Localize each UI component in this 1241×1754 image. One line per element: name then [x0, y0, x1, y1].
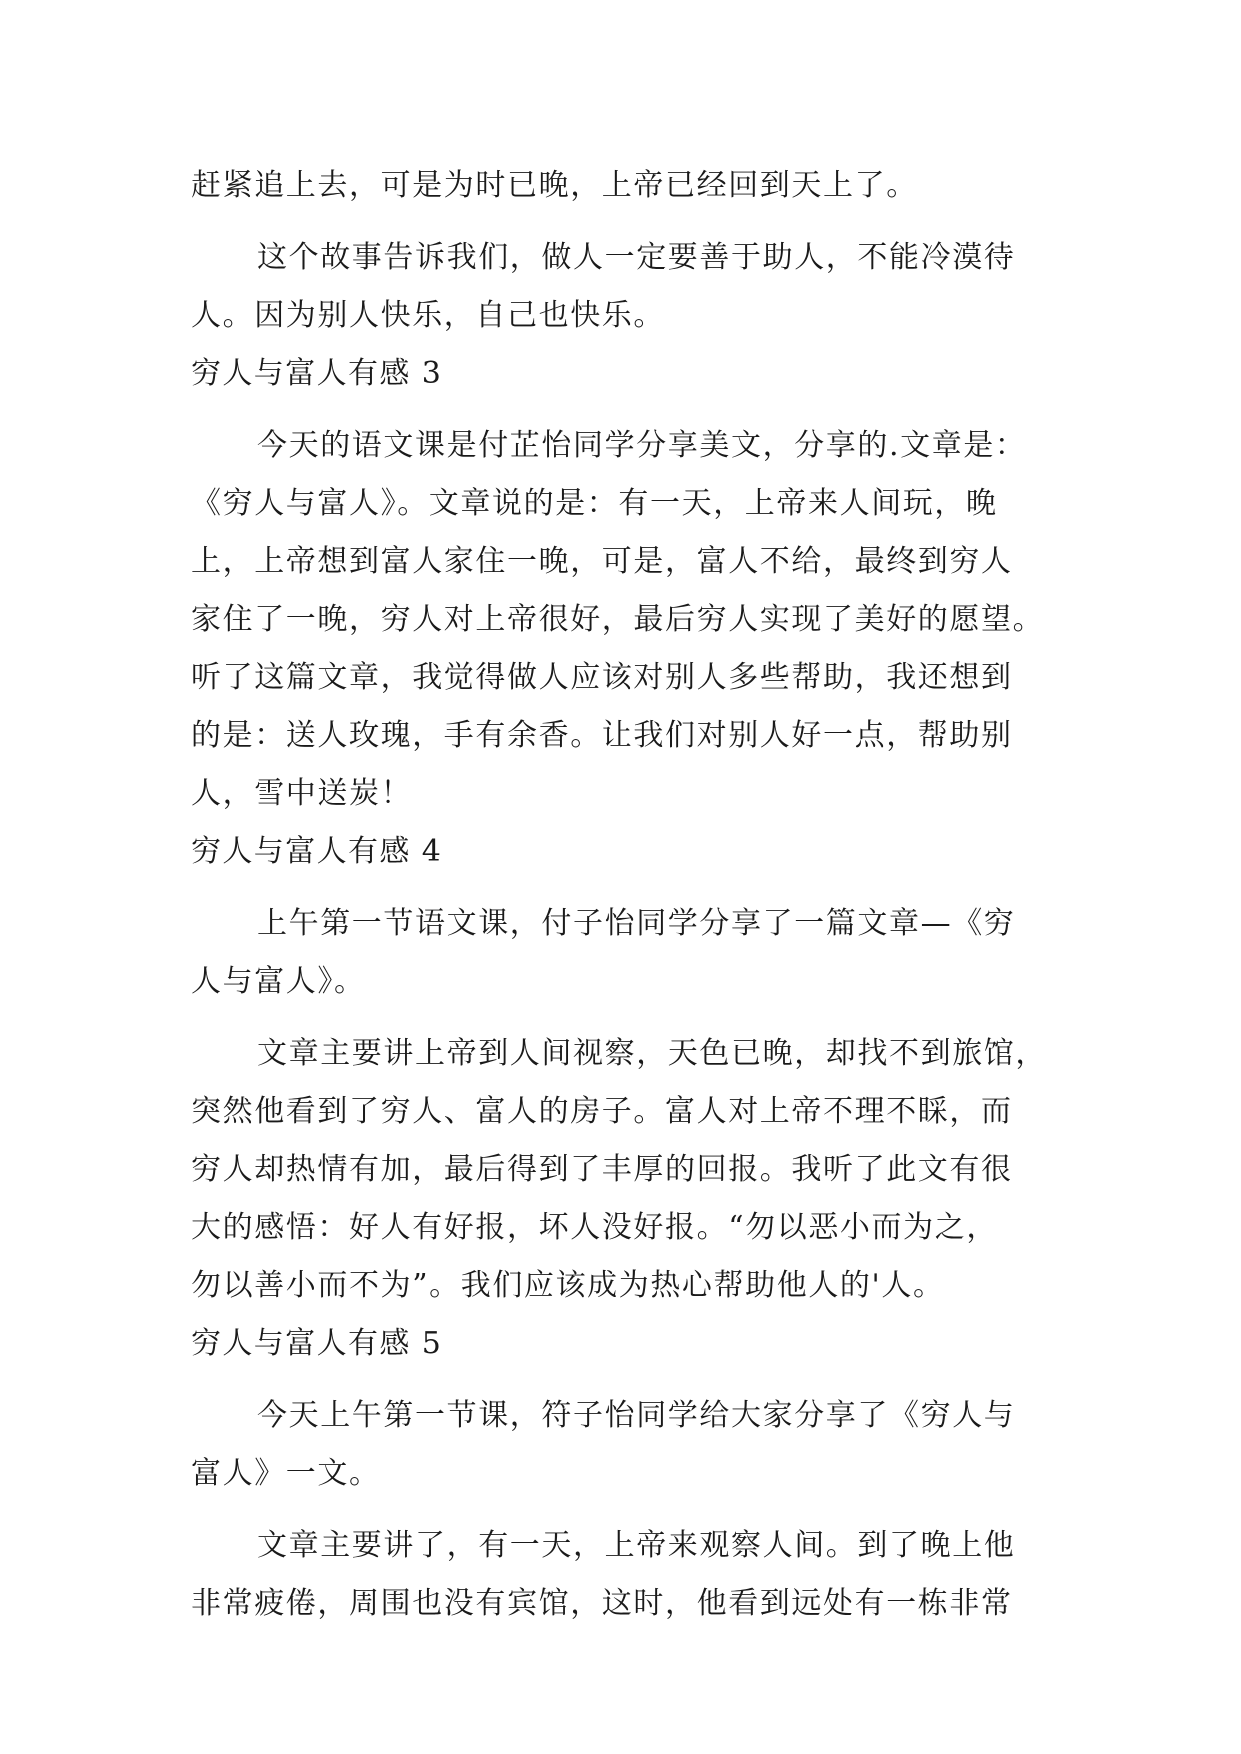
- paragraph-line: 家住了一晚，穷人对上帝很好，最后穷人实现了美好的愿望。: [191, 602, 1045, 637]
- section-heading: 穷人与富人有感 5: [191, 1326, 443, 1361]
- paragraph-line: 非常疲倦，周围也没有宾馆，这时，他看到远处有一栋非常: [191, 1586, 1013, 1621]
- paragraph-line: 今天的语文课是付芷怡同学分享美文，分享的.文章是：: [257, 428, 1027, 463]
- document-body: [191, 157, 1071, 1633]
- paragraph-line: 大的感悟：好人有好报，坏人没好报。“勿以恶小而为之，: [191, 1210, 998, 1245]
- paragraph-line: 上午第一节语文课，付子怡同学分享了一篇文章—《穷: [257, 906, 1016, 941]
- paragraph-line: 今天上午第一节课，符子怡同学给大家分享了《穷人与: [257, 1398, 1016, 1433]
- paragraph-line: 勿以善小而不为”。我们应该成为热心帮助他人的'人。: [191, 1268, 945, 1303]
- paragraph-line: 的是：送人玫瑰，手有余香。让我们对别人好一点，帮助别: [191, 718, 1013, 753]
- paragraph-line: 《穷人与富人》。文章说的是：有一天，上帝来人间玩，晚: [191, 486, 998, 521]
- paragraph-line: 文章主要讲上帝到人间视察，天色已晚，却找不到旅馆，: [257, 1036, 1047, 1071]
- paragraph-line: 穷人却热情有加，最后得到了丰厚的回报。我听了此文有很: [191, 1152, 1013, 1187]
- paragraph-line: 富人》一文。: [191, 1456, 381, 1491]
- paragraph-line: 文章主要讲了，有一天，上帝来观察人间。到了晚上他: [257, 1528, 1016, 1563]
- section-heading: 穷人与富人有感 3: [191, 356, 443, 391]
- paragraph-line: 人。因为别人快乐，自己也快乐。: [191, 298, 665, 333]
- section-heading: 穷人与富人有感 4: [191, 834, 443, 869]
- paragraph-line: 突然他看到了穷人、富人的房子。富人对上帝不理不睬，而: [191, 1094, 1013, 1129]
- paragraph-line: 上，上帝想到富人家住一晚，可是，富人不给，最终到穷人: [191, 544, 1013, 579]
- paragraph-line: 人与富人》。: [191, 964, 366, 999]
- paragraph-line: 赶紧追上去，可是为时已晚，上帝已经回到天上了。: [191, 168, 918, 203]
- paragraph-line: 这个故事告诉我们，做人一定要善于助人，不能冷漠待: [257, 240, 1016, 275]
- paragraph-line: 听了这篇文章，我觉得做人应该对别人多些帮助，我还想到: [191, 660, 1013, 695]
- paragraph-line: 人，雪中送炭！: [191, 776, 413, 811]
